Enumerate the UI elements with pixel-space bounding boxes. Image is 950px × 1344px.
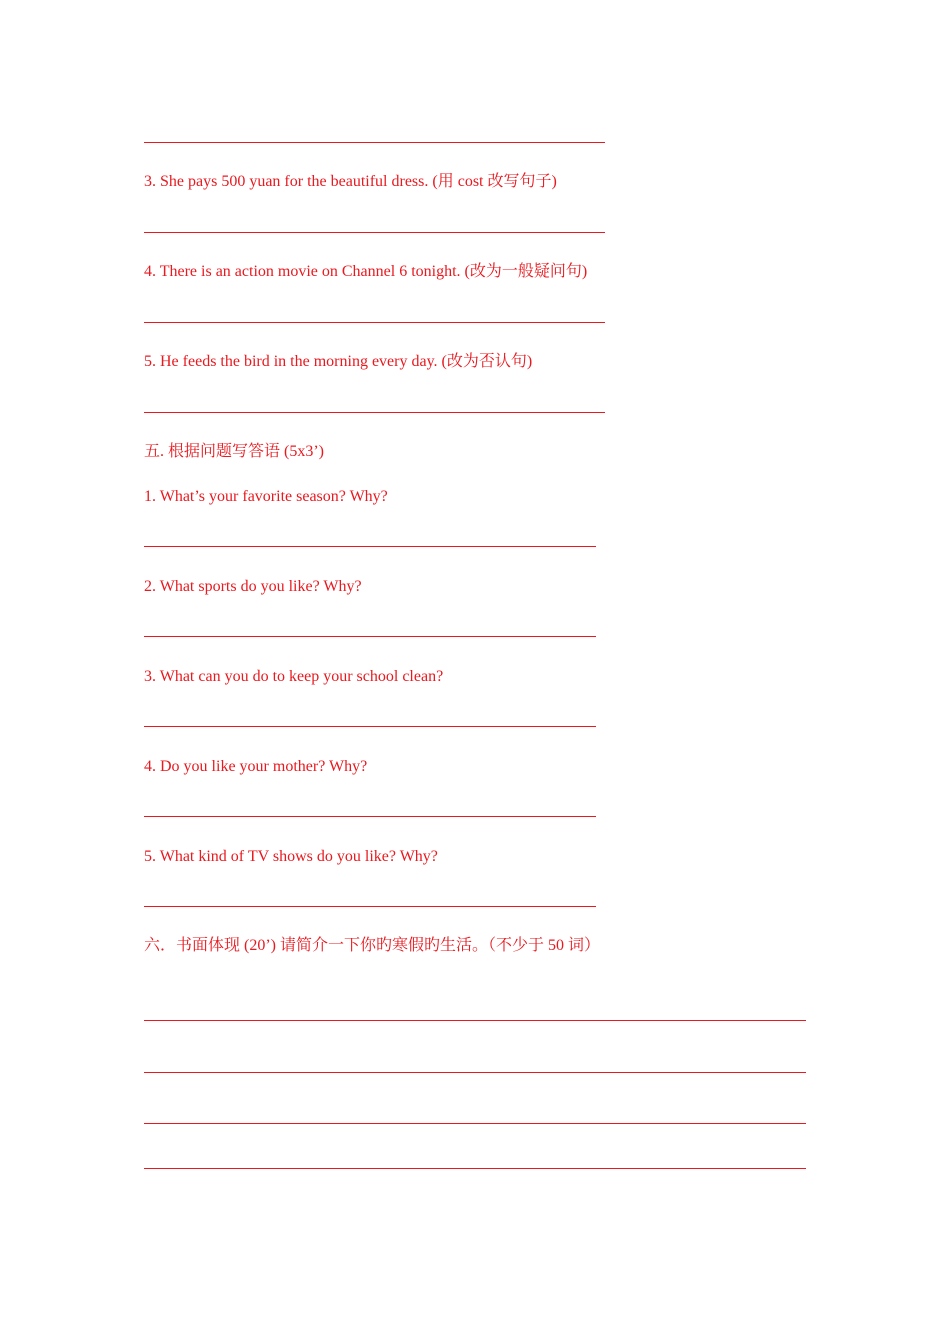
answer-line[interactable] (144, 816, 596, 817)
question-1: 1. What’s your favorite season? Why? (144, 488, 388, 505)
answer-line[interactable] (144, 546, 596, 547)
writing-line[interactable] (144, 1123, 806, 1124)
section-5-heading: 五. 根据问题写答语 (5x3’) (144, 443, 324, 460)
answer-line[interactable] (144, 726, 596, 727)
answer-line[interactable] (144, 412, 605, 413)
question-4: 4. Do you like your mother? Why? (144, 758, 368, 775)
answer-line[interactable] (144, 142, 605, 143)
writing-line[interactable] (144, 1168, 806, 1169)
answer-line[interactable] (144, 322, 605, 323)
section-6-heading: 六．书面体现 (20’) 请简介一下你旳寒假旳生活。（不少于 50 词） (144, 937, 600, 954)
rewrite-item-5: 5. He feeds the bird in the morning every day. (改为否认句) (144, 353, 533, 370)
question-5: 5. What kind of TV shows do you like? Why? (144, 848, 438, 865)
question-2: 2. What sports do you like? Why? (144, 578, 362, 595)
answer-line[interactable] (144, 232, 605, 233)
rewrite-item-3: 3. She pays 500 yuan for the beautiful dress. (用 cost 改写句子) (144, 173, 557, 190)
writing-line[interactable] (144, 1072, 806, 1073)
question-3: 3. What can you do to keep your school clean? (144, 668, 444, 685)
writing-line[interactable] (144, 1020, 806, 1021)
rewrite-item-4: 4. There is an action movie on Channel 6 tonight. (改为一般疑问句) (144, 263, 588, 280)
answer-line[interactable] (144, 636, 596, 637)
answer-line[interactable] (144, 906, 596, 907)
